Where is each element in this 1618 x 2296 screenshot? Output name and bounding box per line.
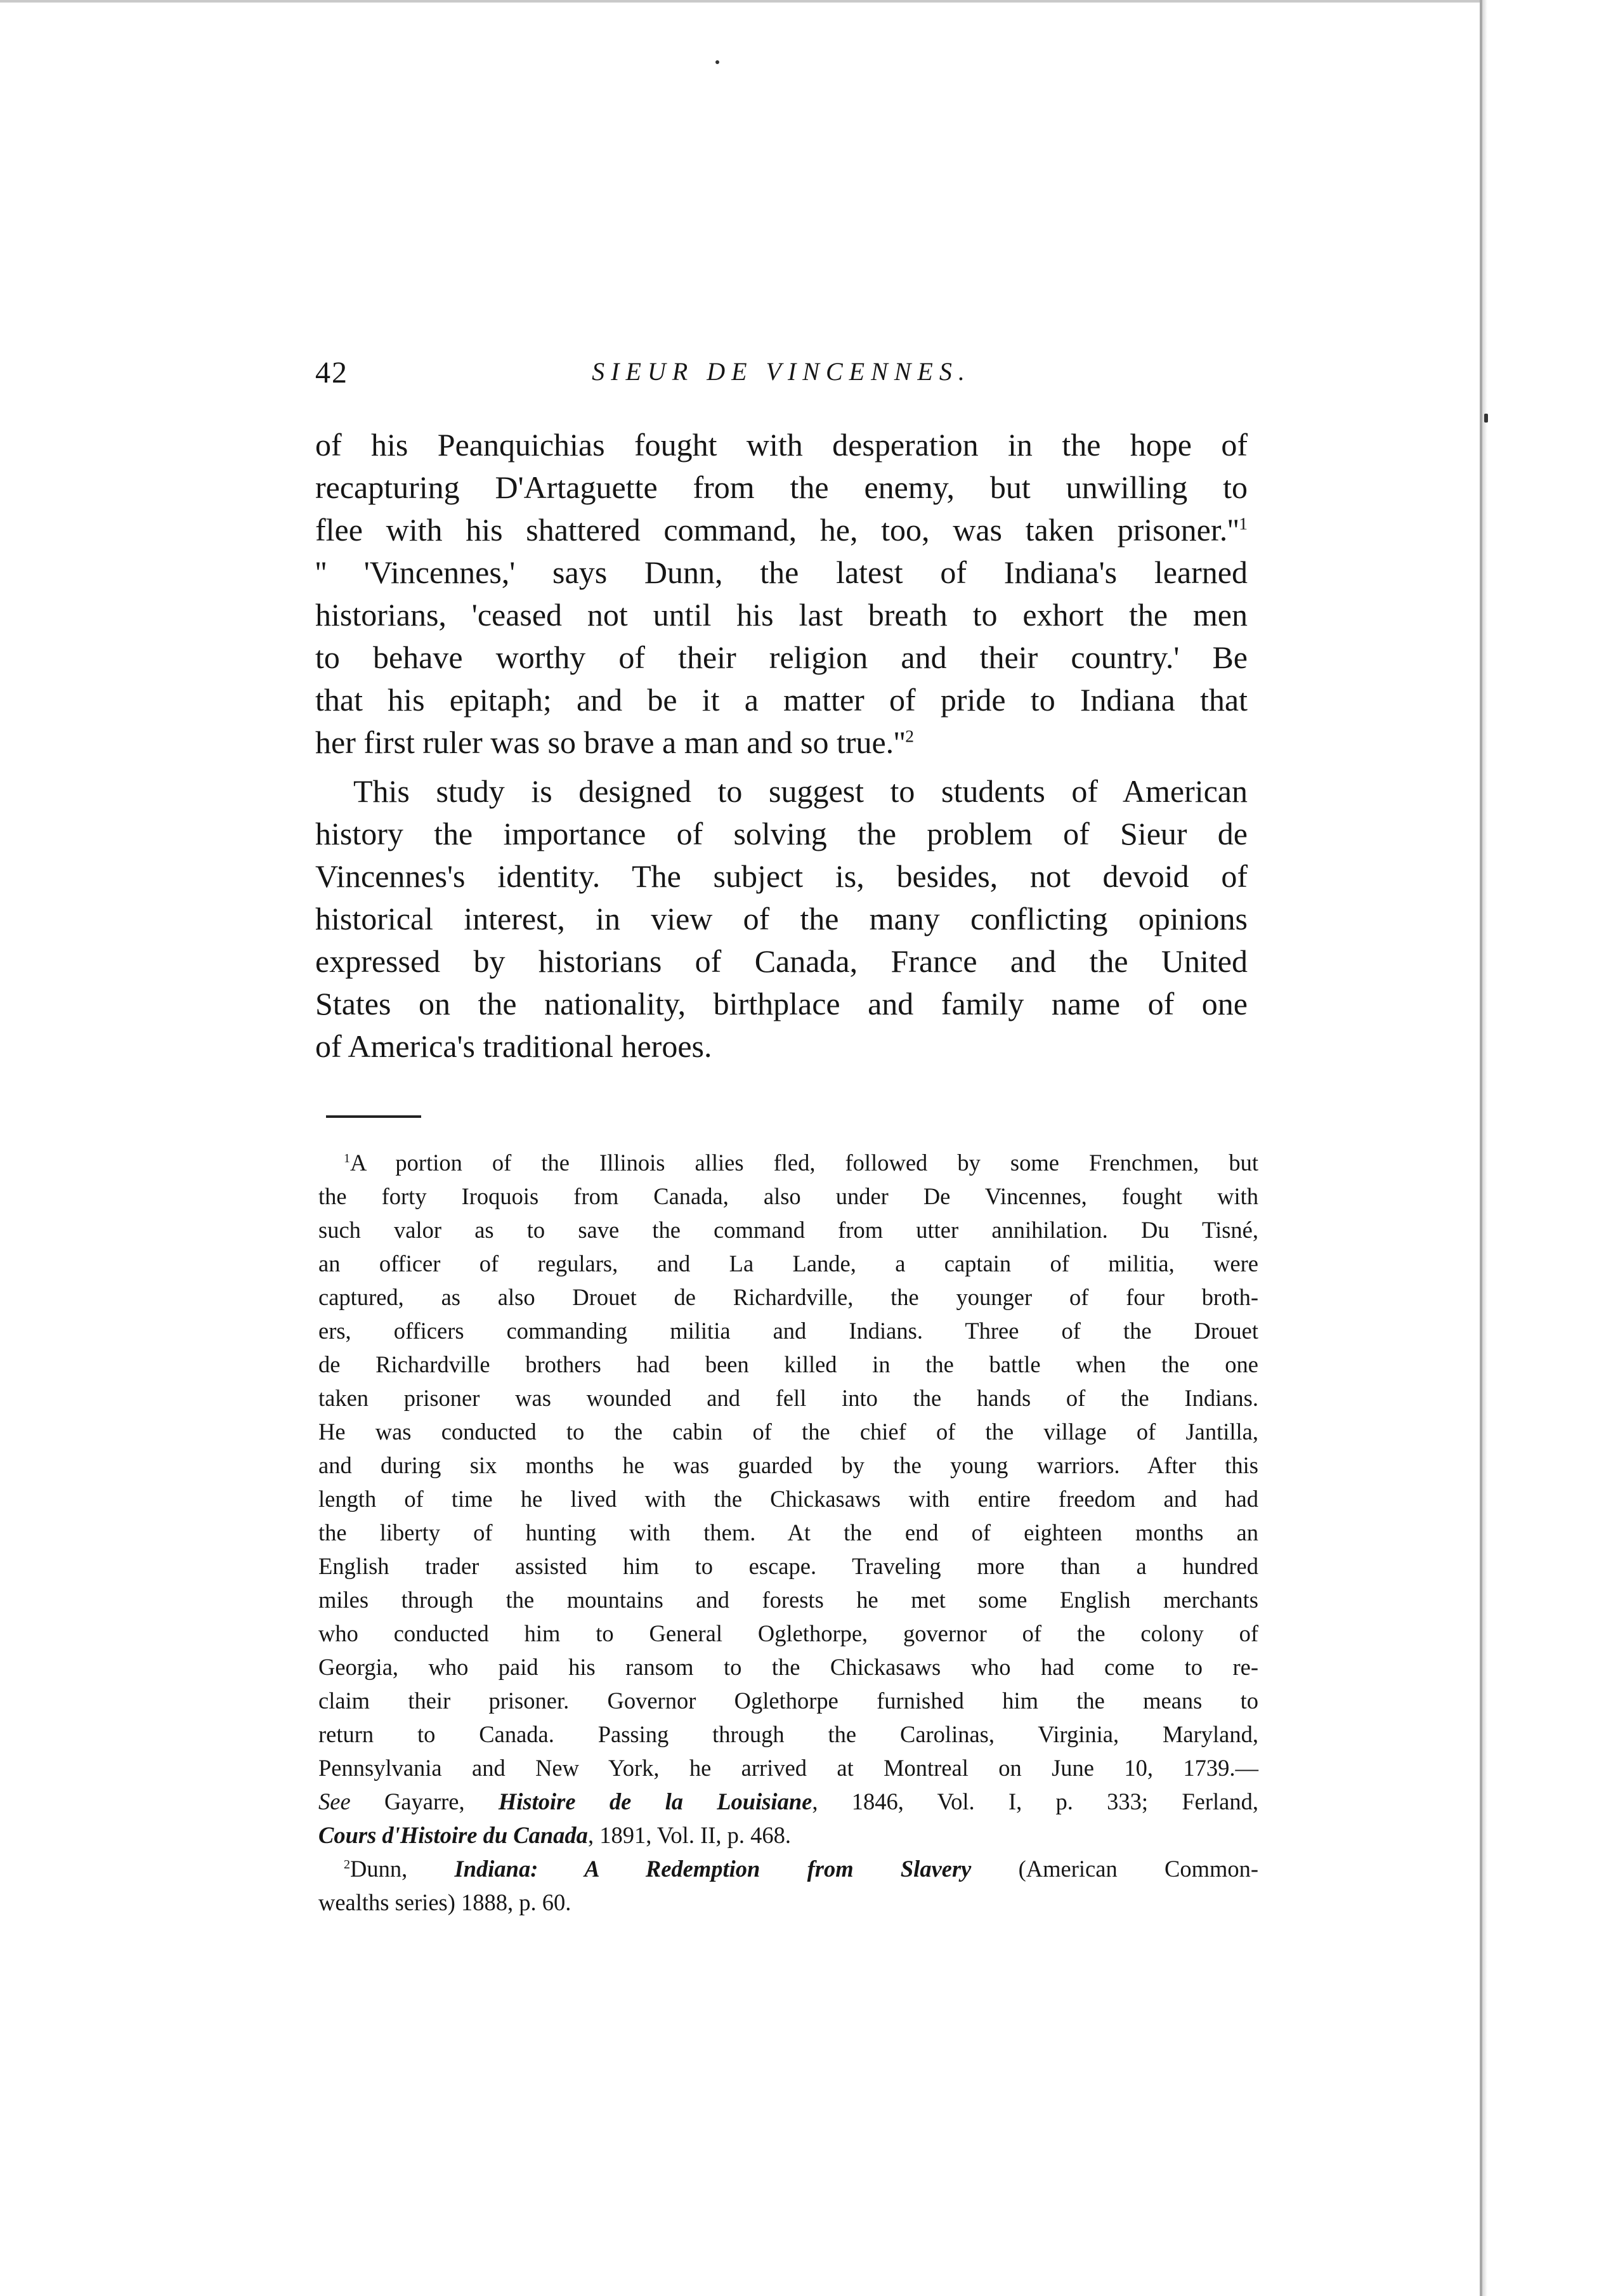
body-line: that his epitaph; and be it a matter of pride to Indiana that bbox=[315, 682, 1248, 718]
scan-edge-top bbox=[0, 0, 1480, 3]
footnote-1-line: claim their prisoner. Governor Oglethorpe furnished him the means to bbox=[318, 1688, 1258, 1714]
footnote-ref-1: 1 bbox=[1239, 513, 1248, 534]
body-line: of his Peanquichias fought with desperation in the hope of bbox=[315, 427, 1248, 462]
footnote-1-line: $^1$A portion of the Illinois allies fled, followed by some Frenchmen, but bbox=[344, 1150, 1258, 1176]
body-line: of America's traditional heroes. bbox=[315, 1028, 712, 1064]
footnote-1-line: ers, officers commanding militia and Indians. Three of the Drouet bbox=[318, 1318, 1258, 1344]
footnote-2-line: wealths series) 1888, p. 60. bbox=[318, 1889, 571, 1915]
footnotes bbox=[318, 1146, 1258, 1919]
footnote-ref-2: 2 bbox=[905, 726, 914, 746]
body-line: recapturing D'Artaguette from the enemy, but unwilling to bbox=[315, 469, 1248, 505]
body-line: to behave worthy of their religion and their country.' Be bbox=[315, 640, 1248, 675]
body-line: history the importance of solving the problem of Sieur de bbox=[315, 816, 1248, 851]
footnote-1-line: Georgia, who paid his ransom to the Chickasaws who had come to re- bbox=[318, 1654, 1258, 1680]
book-title: Histoire de la Louisiane bbox=[498, 1788, 812, 1814]
book-title: Indiana: A Redemption from Slavery bbox=[454, 1856, 972, 1882]
body-line: expressed by historians of Canada, France and the United bbox=[315, 943, 1248, 979]
page-header bbox=[315, 355, 1248, 393]
footnote-rule bbox=[326, 1115, 421, 1118]
footnote-2-line: $^2$Dunn, Indiana: A Redemption from Slavery (American Common- bbox=[344, 1856, 1259, 1882]
footnote-2-mark: 2 bbox=[344, 1857, 351, 1872]
footnote-1-line: the liberty of hunting with them. At the end of eighteen months an bbox=[318, 1519, 1258, 1545]
footnote-1-line: return to Canada. Passing through the Carolinas, Virginia, Maryland, bbox=[318, 1721, 1258, 1747]
footnote-1-line: such valor as to save the command from utter annihilation. Du Tisné, bbox=[318, 1217, 1258, 1243]
footnote-1-line: length of time he lived with the Chickasaws with entire freedom and had bbox=[318, 1486, 1258, 1512]
footnote-1-citation: See Gayarre, Histoire de la Louisiane, 1846, Vol. I, p. 333; Ferland, bbox=[318, 1788, 1258, 1814]
footnote-1-line: and during six months he was guarded by the young warriors. After this bbox=[318, 1452, 1258, 1478]
body-text bbox=[315, 424, 1248, 1068]
footnote-1-line: de Richardville brothers had been killed in the battle when the one bbox=[318, 1351, 1258, 1377]
book-title: Cours d'Histoire du Canada bbox=[318, 1822, 588, 1848]
body-line: historians, 'ceased not until his last breath to exhort the men bbox=[315, 597, 1248, 633]
running-head: SIEUR DE VINCENNES. bbox=[592, 357, 971, 386]
body-line: This study is designed to suggest to students of American bbox=[353, 773, 1248, 809]
body-line: Vincennes's identity. The subject is, besides, not devoid of bbox=[315, 858, 1248, 894]
footnote-1-citation: Cours d'Histoire du Canada, 1891, Vol. II, p. 468. bbox=[318, 1822, 792, 1848]
footnote-1-line: miles through the mountains and forests he met some English merchants bbox=[318, 1587, 1258, 1613]
footnote-1-line: He was conducted to the cabin of the chief of the village of Jantilla, bbox=[318, 1419, 1258, 1445]
footnote-1-line: Pennsylvania and New York, he arrived at Montreal on June 10, 1739.— bbox=[318, 1755, 1258, 1781]
scan-speck bbox=[715, 60, 719, 64]
footnote-1-line: taken prisoner was wounded and fell into the hands of the Indians. bbox=[318, 1385, 1258, 1411]
footnote-1-line: who conducted him to General Oglethorpe, governor of the colony of bbox=[318, 1620, 1258, 1646]
body-line: flee with his shattered command, he, too, was taken $prisoner.''^1$ bbox=[315, 512, 1248, 548]
page-number: 42 bbox=[315, 356, 348, 390]
footnote-1-line: English trader assisted him to escape. Traveling more than a hundred bbox=[318, 1553, 1258, 1579]
footnote-1-line: captured, as also Drouet de Richardville, the younger of four broth- bbox=[318, 1284, 1258, 1310]
body-line: '' 'Vincennes,' says Dunn, the latest of Indiana's learned bbox=[315, 554, 1248, 590]
body-line: her first ruler was so brave a man and so $true.''^2$ bbox=[315, 725, 914, 760]
footnote-1-line: an officer of regulars, and La Lande, a captain of militia, were bbox=[318, 1250, 1258, 1276]
body-line: historical interest, in view of the many conflicting opinions bbox=[315, 901, 1248, 936]
body-line: States on the nationality, birthplace and family name of one bbox=[315, 986, 1248, 1021]
footnote-1-line: the forty Iroquois from Canada, also under De Vincennes, fought with bbox=[318, 1183, 1258, 1209]
scan-edge-shadow bbox=[1482, 0, 1487, 2296]
scan-speck bbox=[1484, 414, 1488, 423]
footnote-1-mark: 1 bbox=[344, 1151, 351, 1165]
